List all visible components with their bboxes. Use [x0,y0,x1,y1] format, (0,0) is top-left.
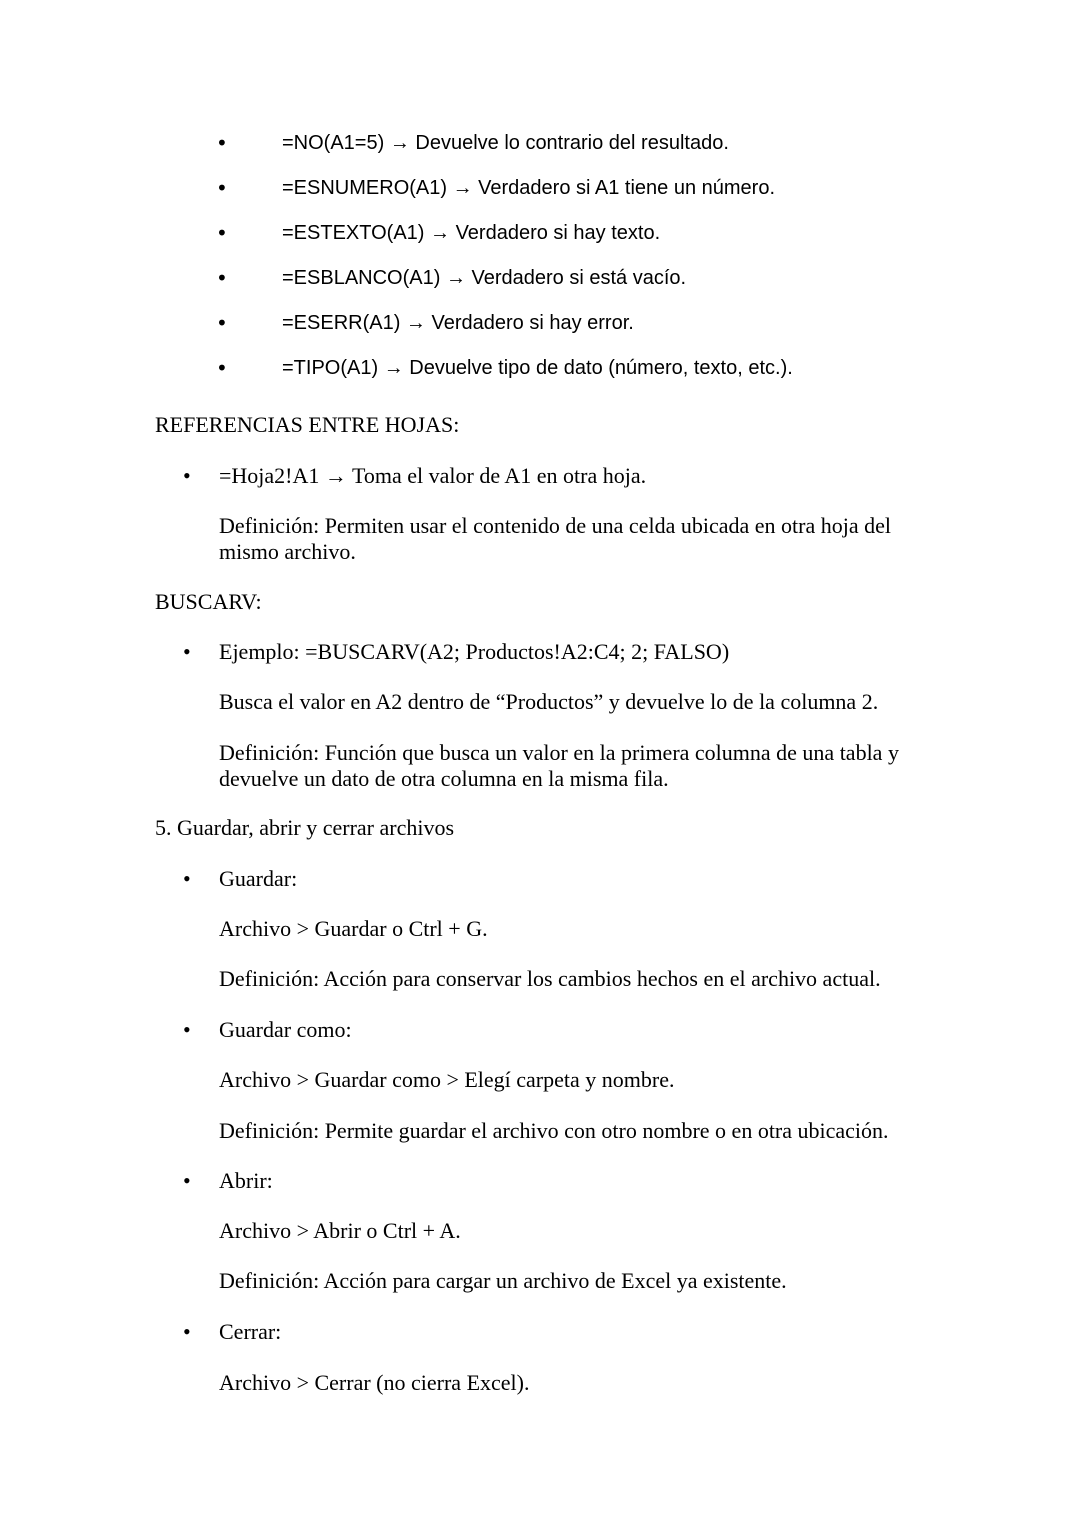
bullet-icon: • [216,131,228,155]
bullet-icon: • [216,311,228,335]
list-item [0,173,1080,203]
bullet-icon: • [183,1017,191,1042]
section-heading-referencias: REFERENCIAS ENTRE HOJAS: [155,412,460,437]
abrir-steps: Archivo > Abrir o Ctrl + A. [219,1218,461,1243]
list-item [0,128,1080,158]
cerrar-label: Cerrar: [219,1319,282,1344]
bullet-icon: • [183,463,191,488]
bullet-icon: • [183,1168,191,1193]
bullet-icon: • [183,639,191,664]
function-text: =TIPO(A1) → Devuelve tipo de dato (número, texto, etc.). [282,357,793,379]
list-item [0,218,1080,248]
guardar-como-definition: Definición: Permite guardar el archivo con otro nombre o en otra ubicación. [219,1118,889,1143]
function-text: =ESBLANCO(A1) → Verdadero si está vacío. [282,267,687,289]
buscarv-explanation: Busca el valor en A2 dentro de “Productos” y devuelve lo de la columna 2. [219,689,879,714]
referencias-definition: Definición: Permiten usar el contenido de una celda ubicada en otra hoja del mismo archivo. [219,513,891,564]
list-item [0,353,1080,383]
section-heading-buscarv: BUSCARV: [155,589,262,614]
function-text: =NO(A1=5) → Devuelve lo contrario del resultado. [282,132,729,154]
section-heading-archivos: 5. Guardar, abrir y cerrar archivos [155,815,455,840]
abrir-definition: Definición: Acción para cargar un archivo de Excel ya existente. [219,1268,787,1293]
bullet-icon: • [216,266,228,290]
guardar-steps: Archivo > Guardar o Ctrl + G. [219,916,488,941]
guardar-como-label: Guardar como: [219,1017,352,1042]
bullet-icon: • [183,1319,191,1344]
function-text: =ESTEXTO(A1) → Verdadero si hay texto. [282,222,661,244]
list-item [0,263,1080,293]
function-text: =ESNUMERO(A1) → Verdadero si A1 tiene un número. [282,177,776,199]
guardar-definition: Definición: Acción para conservar los cambios hechos en el archivo actual. [219,966,881,991]
bullet-icon: • [216,221,228,245]
function-text: =ESERR(A1) → Verdadero si hay error. [282,312,634,334]
guardar-como-steps: Archivo > Guardar como > Elegí carpeta y nombre. [219,1067,675,1092]
buscarv-example: Ejemplo: =BUSCARV(A2; Productos!A2:C4; 2; FALSO) [219,639,730,664]
cerrar-steps: Archivo > Cerrar (no cierra Excel). [219,1370,530,1395]
referencias-item: =Hoja2!A1 → Toma el valor de A1 en otra hoja. [219,463,647,488]
list-item [0,308,1080,338]
guardar-label: Guardar: [219,866,298,891]
buscarv-definition: Definición: Función que busca un valor en la primera columna de una tabla y devuelve un dato de otra columna en la misma fila. [219,740,899,791]
abrir-label: Abrir: [219,1168,273,1193]
bullet-icon: • [216,356,228,380]
bullet-icon: • [216,176,228,200]
bullet-icon: • [183,866,191,891]
